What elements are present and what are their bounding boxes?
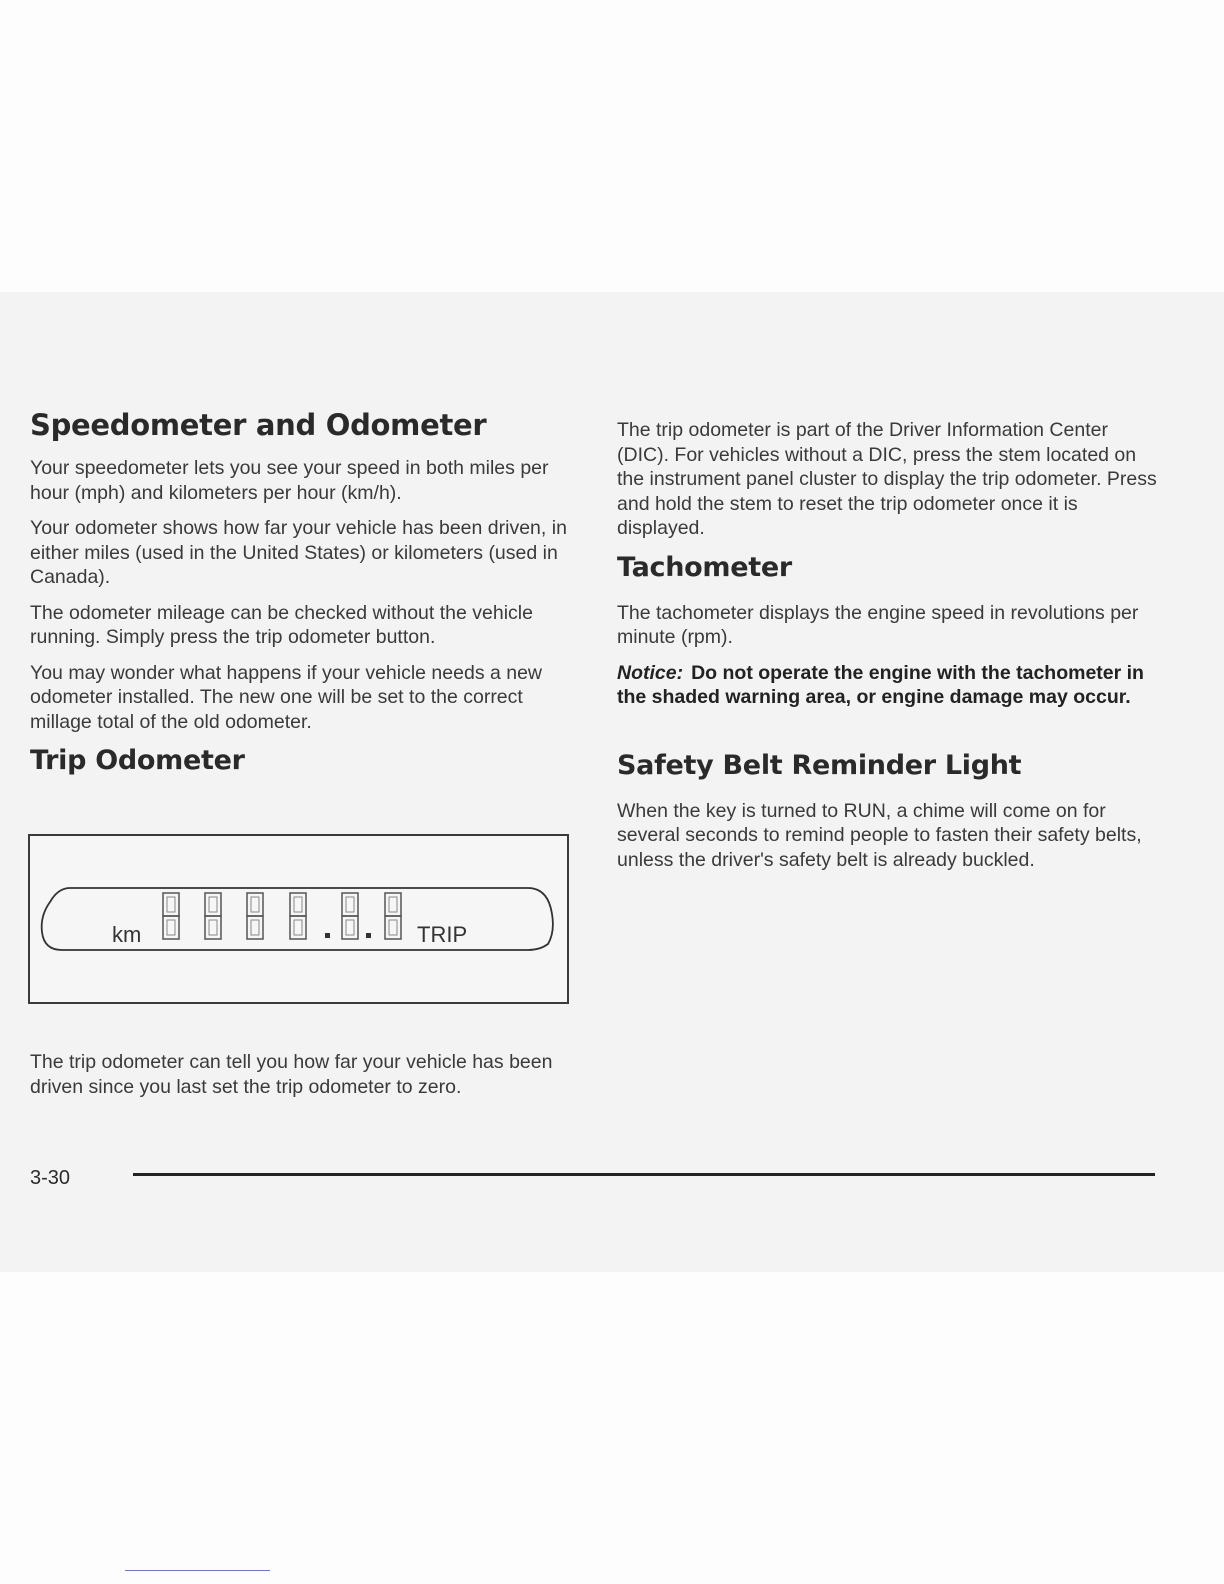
right-column <box>617 418 1162 883</box>
digit-1 <box>163 893 179 939</box>
odometer-display-illustration <box>30 836 567 1002</box>
digit-3 <box>247 893 263 939</box>
trip-odometer-heading: Trip Odometer <box>30 745 245 776</box>
digit-2 <box>205 893 221 939</box>
trip-odometer-paragraph: The trip odometer can tell you how far your vehicle has been driven since you last set the trip odometer to zero. <box>30 1051 553 1098</box>
km-label: km <box>112 922 142 947</box>
dic-paragraph: The trip odometer is part of the Driver Information Center (DIC). For vehicles without a DIC, press the stem located on the instrument panel cluster to display the trip odometer. Press and hold the stem to reset the trip odometer once it is displayed. <box>617 419 1157 539</box>
speedometer-heading: Speedometer and Odometer <box>30 408 487 442</box>
safety-belt-heading: Safety Belt Reminder Light <box>617 749 1022 781</box>
trip-label: TRIP <box>417 922 468 947</box>
decimal-point-2 <box>366 933 371 938</box>
safety-belt-paragraph: When the key is turned to RUN, a chime will come on for several seconds to remind people to fasten their safety belts, unless the driver's safety belt is already buckled. <box>617 799 1142 871</box>
trip-text-block <box>30 1050 575 1110</box>
odometer-paragraph: Your odometer shows how far your vehicle has been driven, in either miles (used in the United States) or kilometers (used in Canada). <box>30 517 567 588</box>
notice-text: Do not operate the engine with the tachometer in the shaded warning area, or engine damage may occur. <box>617 661 1144 708</box>
notice-paragraph <box>617 661 1162 710</box>
odometer-check-paragraph: The odometer mileage can be checked without the vehicle running. Simply press the trip odometer button. <box>30 601 533 648</box>
digit-6 <box>385 893 401 939</box>
tachometer-paragraph: The tachometer displays the engine speed in revolutions per minute (rpm). <box>617 601 1139 648</box>
notice-label: Notice: <box>617 661 684 684</box>
page-number: 3-30 <box>30 1167 71 1189</box>
digit-4 <box>290 893 306 939</box>
bottom-link-underline[interactable] <box>125 1570 270 1571</box>
speedometer-paragraph: Your speedometer lets you see your speed in both miles per hour (mph) and kilometers per hour (km/h). <box>30 457 549 504</box>
decimal-point-1 <box>325 933 330 938</box>
odometer-replace-paragraph: You may wonder what happens if your vehicle needs a new odometer installed. The new one will be set to the correct millage total of the old odometer. <box>30 661 543 733</box>
tachometer-heading: Tachometer <box>617 551 792 583</box>
trip-odometer-figure <box>28 834 569 1004</box>
left-column <box>30 408 575 794</box>
footer-rule <box>133 1173 1155 1176</box>
digit-5 <box>342 893 358 939</box>
